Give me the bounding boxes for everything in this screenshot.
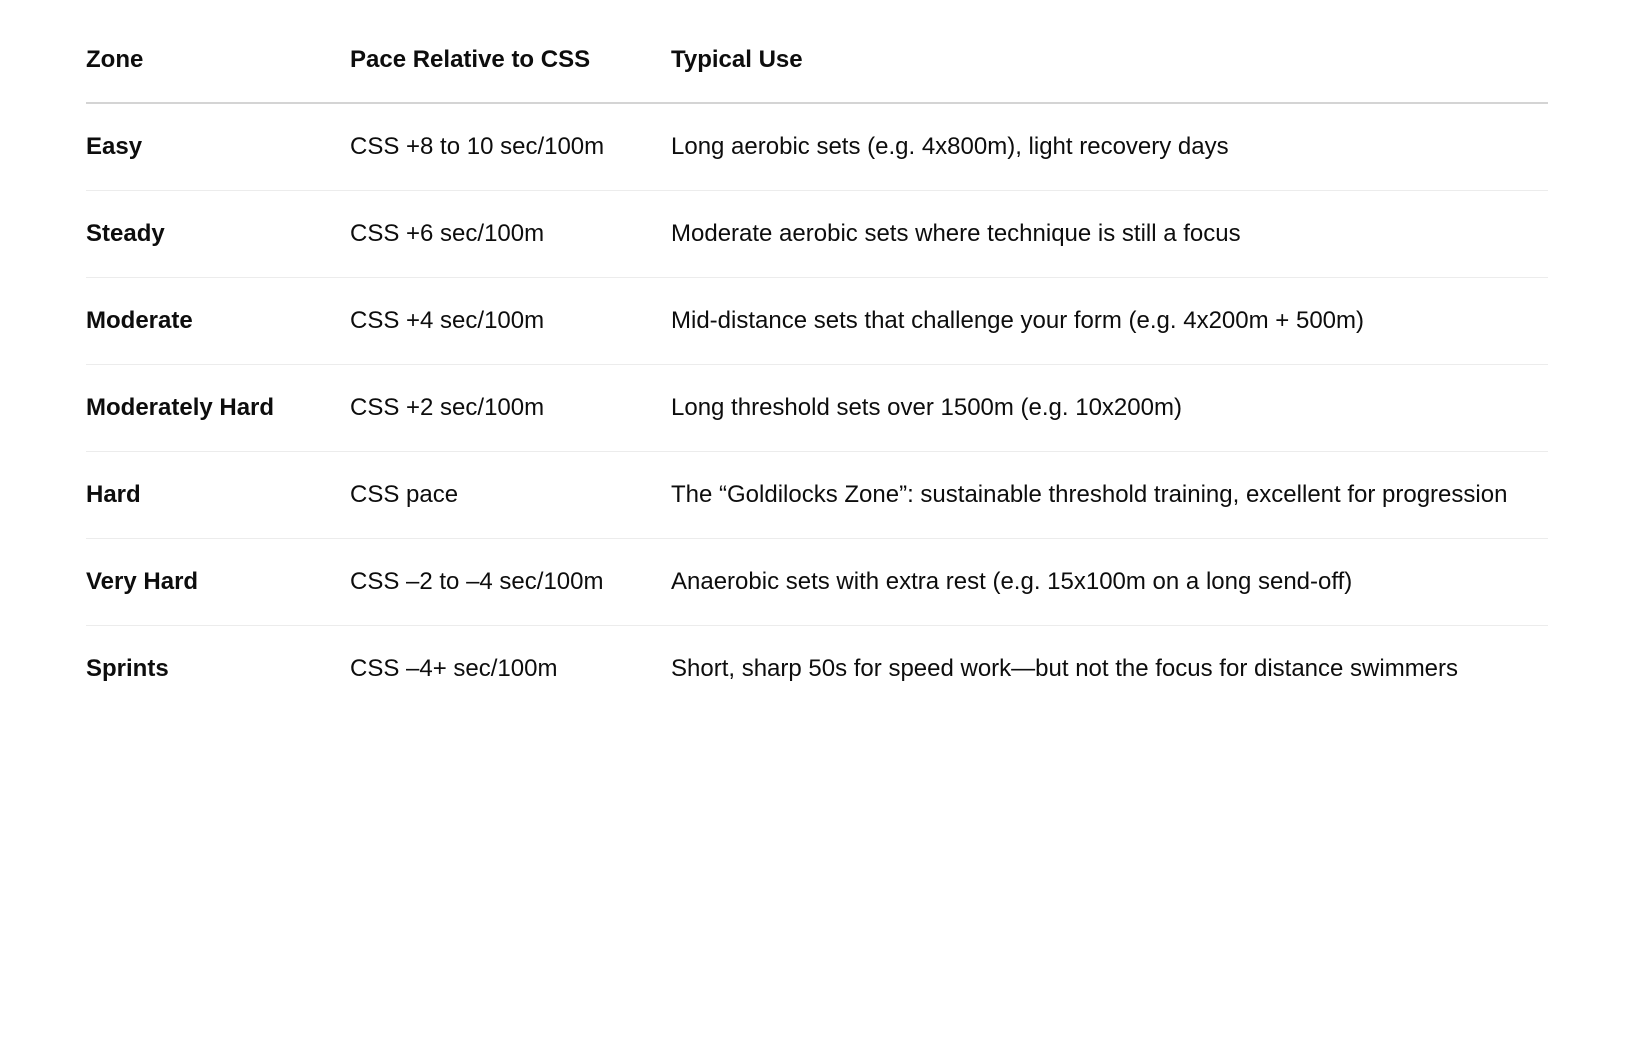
table-row <box>86 626 1548 713</box>
pace-cell: CSS +8 to 10 sec/100m <box>350 103 671 191</box>
table-row <box>86 452 1548 539</box>
zone-cell: Moderate <box>86 278 350 365</box>
pace-cell: CSS pace <box>350 452 671 539</box>
typical-use-cell: Long aerobic sets (e.g. 4x800m), light recovery days <box>671 103 1548 191</box>
typical-use-cell: Short, sharp 50s for speed work—but not the focus for distance swimmers <box>671 655 1459 682</box>
header-typical-use: Typical Use <box>671 37 1548 103</box>
zone-cell: Hard <box>86 452 350 539</box>
typical-use-cell: Anaerobic sets with extra rest (e.g. 15x100m on a long send-off) <box>671 539 1548 626</box>
table-row <box>86 103 1548 191</box>
typical-use-cell: Moderate aerobic sets where technique is still a focus <box>671 191 1548 278</box>
table-row <box>86 365 1548 452</box>
pace-cell: CSS –4+ sec/100m <box>350 655 558 682</box>
zone-cell: Easy <box>86 103 350 191</box>
table-header-row <box>86 37 1548 103</box>
pace-cell: CSS +2 sec/100m <box>350 365 671 452</box>
header-zone: Zone <box>86 37 350 103</box>
typical-use-cell: Mid-distance sets that challenge your form (e.g. 4x200m + 500m) <box>671 278 1548 365</box>
pace-cell: CSS +6 sec/100m <box>350 191 671 278</box>
header-pace: Pace Relative to CSS <box>350 37 671 103</box>
table-row <box>86 278 1548 365</box>
table-row <box>86 539 1548 626</box>
zone-cell: Steady <box>86 191 350 278</box>
pace-cell: CSS –2 to –4 sec/100m <box>350 539 671 626</box>
table-row <box>86 191 1548 278</box>
pace-cell: CSS +4 sec/100m <box>350 278 671 365</box>
zone-cell: Moderately Hard <box>86 365 350 452</box>
zone-cell: Sprints <box>86 655 169 682</box>
zone-cell: Very Hard <box>86 539 350 626</box>
swim-zones-table <box>86 37 1548 712</box>
typical-use-cell: Long threshold sets over 1500m (e.g. 10x200m) <box>671 365 1548 452</box>
typical-use-cell: The “Goldilocks Zone”: sustainable threshold training, excellent for progression <box>671 452 1548 539</box>
